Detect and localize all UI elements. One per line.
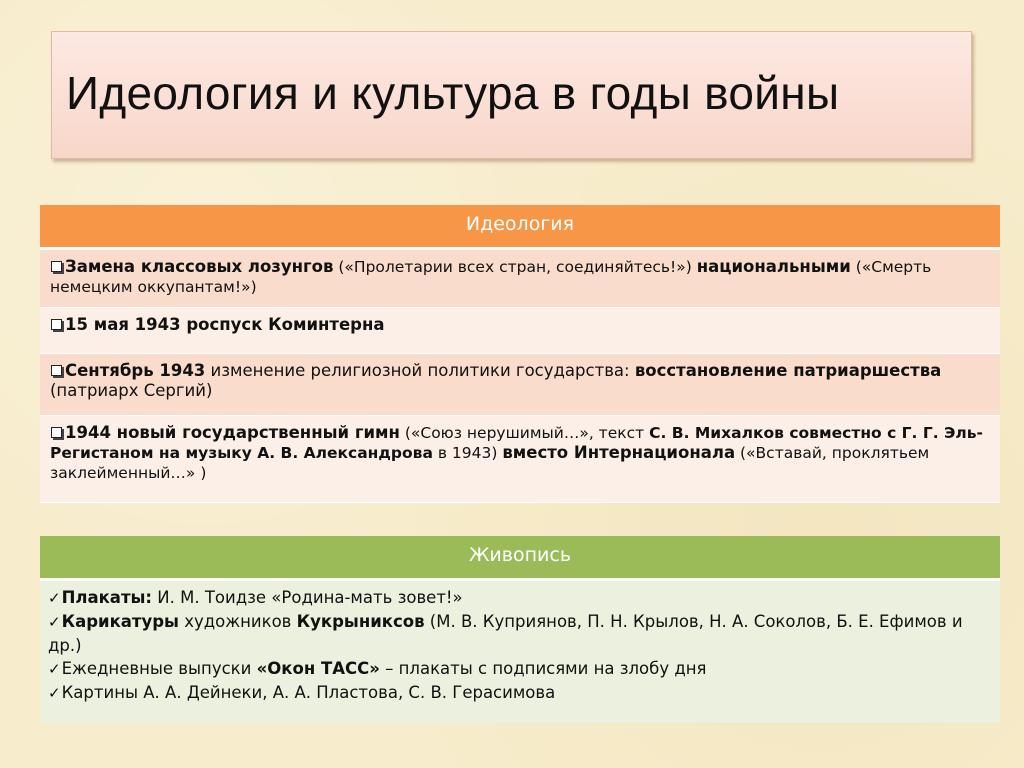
- item-2-bold: Карикатуры: [61, 612, 179, 631]
- title-box: [51, 31, 972, 159]
- row-1-text: («Пролетарии всех стран, соединяйтесь!»): [333, 258, 697, 276]
- row-3-bold-2: восстановление патриаршества: [634, 361, 942, 380]
- row-2-bold: 15 мая 1943 роспуск Коминтерна: [65, 315, 385, 334]
- painting-table: [40, 536, 1000, 723]
- checkmark-icon: ✓: [48, 589, 61, 607]
- painting-item-2: [48, 610, 992, 657]
- item-3-bold: «Окон ТАСС»: [256, 659, 380, 678]
- square-bullet-icon: [51, 319, 62, 330]
- square-bullet-icon: [51, 261, 62, 272]
- item-2-text-2: (М. В. Куприянов, П. Н. Крылов, Н. А. Соколов, Б. Е. Ефимов и др.): [48, 612, 963, 655]
- row-4-text-3: («Вставай, проклятьем заклейменный…» ): [50, 444, 930, 482]
- row-4-bold-2: С. В. Михалков совместно с Г. Г. Эль-Регистаном на музыку А. В. Александрова: [50, 424, 983, 462]
- item-1-bold: Плакаты:: [61, 588, 153, 607]
- row-1-bold-2: национальными: [696, 257, 851, 276]
- painting-item-3: [48, 657, 992, 681]
- page-title: Идеология и культура в годы войны: [66, 67, 840, 119]
- ideology-table: [40, 205, 1000, 503]
- checkmark-icon: ✓: [48, 613, 61, 631]
- painting-header: Живопись: [40, 536, 1000, 581]
- row-1-bold: Замена классовых лозунгов: [65, 257, 334, 276]
- checkmark-icon: ✓: [48, 684, 61, 702]
- item-2-text: художников: [178, 612, 297, 631]
- row-4-bold-3: вместо Интернационала: [502, 443, 736, 462]
- painting-item-1: [48, 586, 992, 610]
- row-1-text-2: («Смерть немецким оккупантам!»): [50, 258, 932, 296]
- ideology-row-2: [40, 308, 1000, 354]
- row-3-text: изменение религиозной политики государства:: [205, 361, 635, 380]
- item-3-text: Ежедневные выпуски: [61, 659, 257, 678]
- row-4-text-2: в 1943): [432, 444, 503, 462]
- square-bullet-icon: [51, 427, 62, 438]
- ideology-row-3: [40, 354, 1000, 416]
- item-2-bold-2: Кукрыниксов: [296, 612, 425, 631]
- item-3-text-2: – плакаты с подписями на злобу дня: [379, 659, 707, 678]
- square-bullet-icon: [51, 365, 62, 376]
- row-4-bold: 1944 новый государственный гимн: [65, 423, 400, 442]
- row-3-text-2: (патриарх Сергий): [50, 381, 213, 400]
- item-4-text: Картины А. А. Дейнеки, А. А. Пластова, С. В. Герасимова: [61, 683, 556, 702]
- checkmark-icon: ✓: [48, 660, 61, 678]
- row-3-bold: Сентябрь 1943: [65, 361, 206, 380]
- row-4-text: («Союз нерушимый…», текст: [399, 424, 650, 442]
- ideology-row-1: [40, 250, 1000, 308]
- painting-item-4: [48, 681, 992, 705]
- painting-body: [40, 581, 1000, 723]
- item-1-text: И. М. Тоидзе «Родина-мать зовет!»: [152, 588, 463, 607]
- ideology-header: Идеология: [40, 205, 1000, 250]
- ideology-row-4: [40, 416, 1000, 503]
